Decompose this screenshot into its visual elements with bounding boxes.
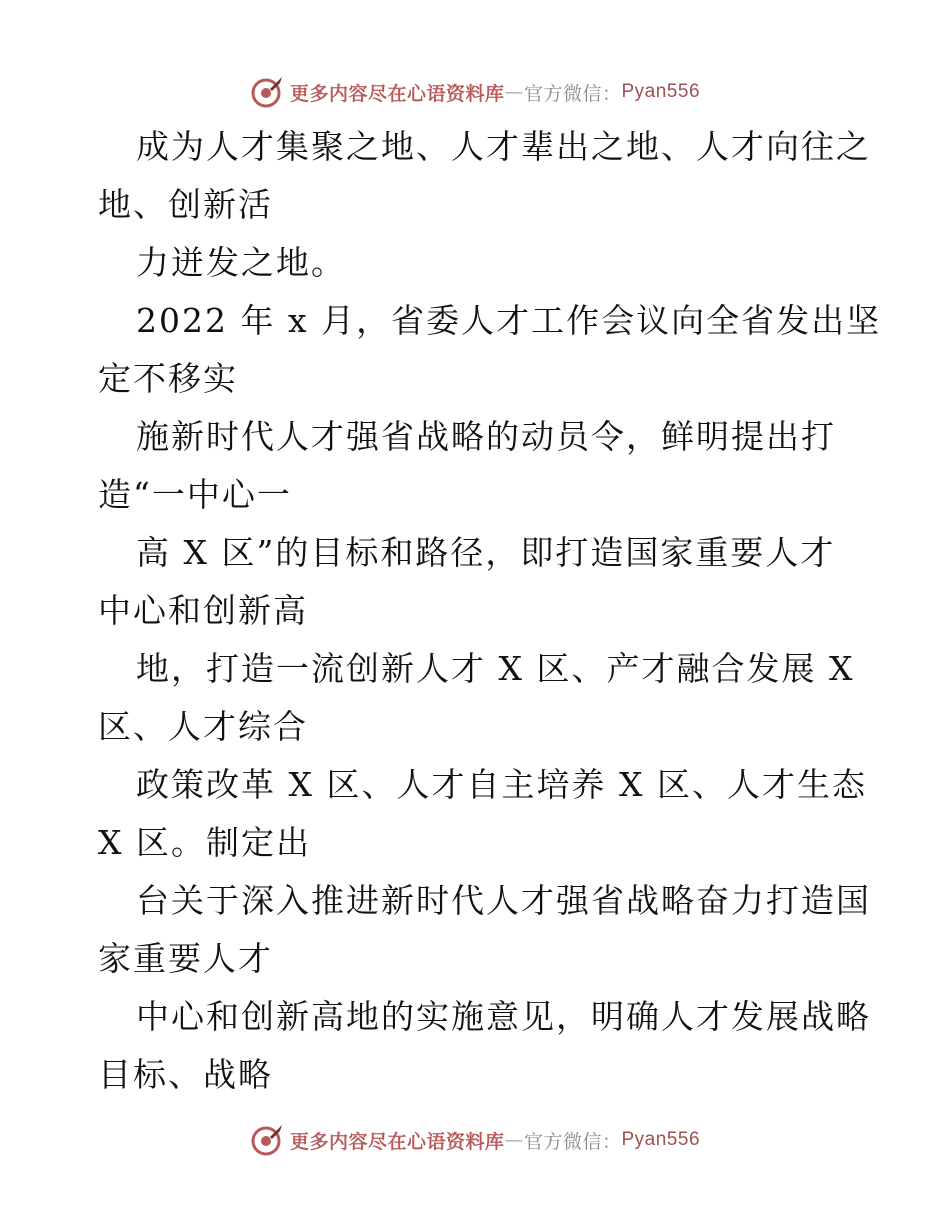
- body-line: 施新时代人才强省战略的动员令，鲜明提出打: [136, 417, 836, 456]
- body-line: 目标、战略: [98, 1055, 273, 1094]
- body-line: 2022 年 x 月，省委人才工作会议向全省发出坚: [136, 301, 882, 340]
- footer-watermark: [0, 1120, 950, 1160]
- watermark-separator: —: [504, 1129, 524, 1151]
- body-line: 力迸发之地。: [136, 243, 346, 282]
- body-line: 地、创新活: [98, 185, 273, 224]
- body-line: 政策改革 X 区、人才自主培养 X 区、人才生态: [136, 765, 867, 804]
- document-body: [98, 118, 882, 1104]
- body-line: 成为人才集聚之地、人才辈出之地、人才向往之: [136, 127, 871, 166]
- body-line: 高 X 区”的目标和路径，即打造国家重要人才: [136, 533, 836, 572]
- quill-logo-icon: [250, 1123, 284, 1157]
- body-line: 中心和创新高地的实施意见，明确人才发展战略: [136, 997, 871, 1036]
- body-line: 造“一中心一: [98, 475, 292, 514]
- body-line: X 区。制定出: [98, 823, 311, 862]
- watermark-brand: 更多内容尽在心语资料库: [289, 1130, 505, 1153]
- header-watermark: [0, 72, 950, 112]
- watermark-account-label: 官方微信：: [523, 82, 622, 105]
- body-line: 台关于深入推进新时代人才强省战略奋力打造国: [136, 881, 871, 920]
- watermark-account-label: 官方微信：: [523, 1130, 622, 1153]
- watermark-account-id: Pyan556: [621, 1129, 701, 1150]
- body-line: 地，打造一流创新人才 X 区、产才融合发展 X: [136, 649, 855, 688]
- body-line: 定不移实: [98, 359, 238, 398]
- body-line: 中心和创新高: [98, 591, 308, 630]
- body-line: 区、人才综合: [98, 707, 308, 746]
- watermark-brand: 更多内容尽在心语资料库: [289, 82, 505, 105]
- quill-logo-icon: [250, 75, 284, 109]
- watermark-separator: —: [504, 81, 524, 103]
- watermark-account-id: Pyan556: [621, 81, 701, 102]
- body-line: 家重要人才: [98, 939, 273, 978]
